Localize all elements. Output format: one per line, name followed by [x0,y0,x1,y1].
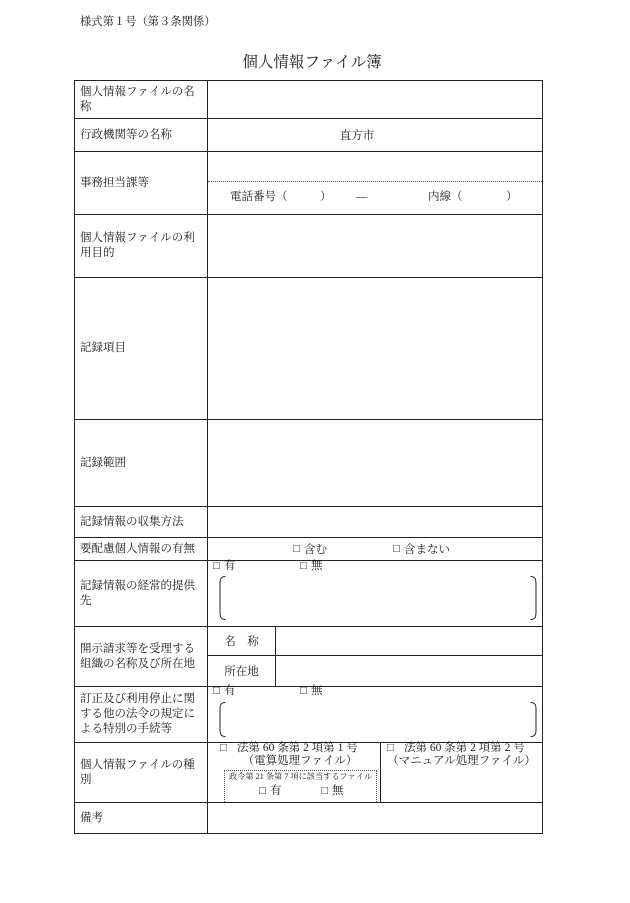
special-procedures-value-cell [208,687,542,742]
row-record-scope [75,419,542,506]
row-special-procedures [75,686,542,742]
phone-extension-separator: ― [356,191,368,203]
electronic-file-article: 法第 60 条第 2 項第 1 号 [236,742,358,754]
extension-close-paren: ） [506,191,518,203]
option-procedures-yes-label: 有 [223,685,236,697]
file-type-value-cell [208,743,542,802]
regular-recipients-label: 記録情報の経常的提供先 [80,579,195,607]
bracket-right-icon [530,702,537,737]
checkbox-recipients-yes[interactable]: □ [213,560,220,572]
bracket-left-icon [219,702,226,737]
collection-method-label-cell [75,507,208,537]
record-scope-label-cell [75,420,208,506]
row-record-items [75,277,542,419]
office-name-sublabel: 名 称 [208,627,276,655]
record-items-label-cell [75,278,208,419]
checkbox-procedures-yes[interactable]: □ [213,685,220,697]
purpose-label-cell [75,215,208,277]
disclosure-office-label: 開示請求等を受理する組織の名称及び所在地 [80,642,195,670]
sensitive-info-label-cell [75,538,208,560]
form-number: 様式第１号（第３条関係） [80,16,216,28]
collection-method-field[interactable] [208,507,542,537]
option-ordinance-no[interactable] [321,785,343,798]
option-electronic-file[interactable] [220,742,358,754]
ordinance-box [224,770,377,802]
purpose-label: 個人情報ファイルの利用目的 [80,232,195,259]
department-name-field[interactable] [208,152,542,181]
office-address-field[interactable] [276,655,542,686]
row-agency [75,118,542,151]
collection-method-label: 記録情報の収集方法 [80,515,184,528]
option-procedures-yes[interactable] [213,685,235,698]
dotted-divider [208,181,542,182]
option-procedures-no-label: 無 [310,685,323,697]
option-recipients-no-label: 無 [310,560,323,572]
record-items-label: 記録項目 [80,342,126,354]
row-department [75,151,542,214]
regular-recipients-value-cell [208,561,542,626]
agency-name: 直方市 [339,130,375,142]
record-scope-field[interactable] [208,420,542,506]
row-file-name [75,81,542,118]
file-name-label-cell [75,81,208,118]
row-collection-method [75,506,542,537]
file-name-field[interactable] [208,81,542,118]
special-procedures-label-cell [75,687,208,742]
option-ordinance-yes-label: 有 [269,785,282,797]
bracket-left-icon [219,576,226,620]
remarks-label-cell [75,803,208,833]
checkbox-ordinance-no[interactable]: □ [321,785,328,797]
sensitive-info-value-cell [208,538,542,560]
phone-label: 電話番号（ [230,191,288,203]
extension-field[interactable] [463,190,506,204]
option-includes[interactable] [293,538,327,560]
option-manual-file[interactable] [387,742,525,754]
agency-label: 行政機関等の名称 [80,128,172,141]
row-sensitive-info [75,537,542,560]
manual-file-article: 法第 60 条第 2 項第 2 号 [403,742,525,754]
agency-value-cell [208,119,542,151]
row-disclosure-office [75,626,542,686]
checkbox-electronic-file[interactable]: □ [220,742,227,754]
option-excludes[interactable] [393,538,450,560]
file-type-label-cell [75,743,208,802]
department-value-cell [208,152,542,214]
record-scope-label: 記録範囲 [80,456,126,469]
option-ordinance-yes[interactable] [259,785,281,798]
row-regular-recipients [75,560,542,626]
extension-label: 内線（ [428,191,463,203]
record-items-field[interactable] [208,278,542,419]
option-ordinance-no-label: 無 [331,785,344,797]
phone-number-field[interactable] [288,190,320,204]
disclosure-office-label-cell [75,627,208,686]
row-remarks [75,802,542,833]
option-recipients-yes[interactable] [213,560,235,573]
file-name-label: 個人情報ファイルの名称 [80,85,195,113]
manual-file-cell [381,743,542,802]
row-purpose [75,214,542,277]
checkbox-recipients-no[interactable]: □ [300,560,307,572]
electronic-file-description: （電算処理ファイル） [242,755,358,767]
checkbox-ordinance-yes[interactable]: □ [259,785,266,797]
recipients-detail-field[interactable] [227,576,523,620]
purpose-field[interactable] [208,215,542,277]
ordinance-note: 政令第 21 条第 7 項に該当するファイル [229,772,373,781]
personal-info-file-register-table [74,80,543,834]
checkbox-excludes[interactable]: □ [393,543,400,555]
office-address-sublabel: 所在地 [208,655,276,686]
remarks-label: 備考 [80,811,103,824]
procedures-detail-field[interactable] [227,702,523,737]
row-file-type [75,742,542,802]
bracket-right-icon [530,576,537,620]
disclosure-office-value-cell [208,627,542,686]
regular-recipients-label-cell [75,561,208,626]
manual-file-description: （マニュアル処理ファイル） [387,755,536,767]
checkbox-procedures-no[interactable]: □ [300,685,307,697]
file-type-label: 個人情報ファイルの種別 [80,758,195,786]
electronic-file-cell [208,743,381,802]
option-recipients-no[interactable] [300,560,322,573]
department-label: 事務担当課等 [80,176,149,189]
phone-close-paren: ） [320,191,332,203]
option-procedures-no[interactable] [300,685,322,698]
option-includes-label: 含む [303,544,327,556]
checkbox-manual-file[interactable]: □ [387,742,394,754]
department-label-cell [75,152,208,214]
option-excludes-label: 含まない [403,544,450,556]
page-title: 個人情報ファイル簿 [242,54,382,71]
agency-label-cell [75,119,208,151]
option-recipients-yes-label: 有 [223,560,236,572]
remarks-field[interactable] [208,803,542,833]
office-name-field[interactable] [276,627,542,655]
special-procedures-label: 訂正及び利用停止に関する他の法令の規定による特別の手続等 [80,693,195,735]
checkbox-includes[interactable]: □ [293,543,300,555]
sensitive-info-label: 要配慮個人情報の有無 [80,542,195,555]
